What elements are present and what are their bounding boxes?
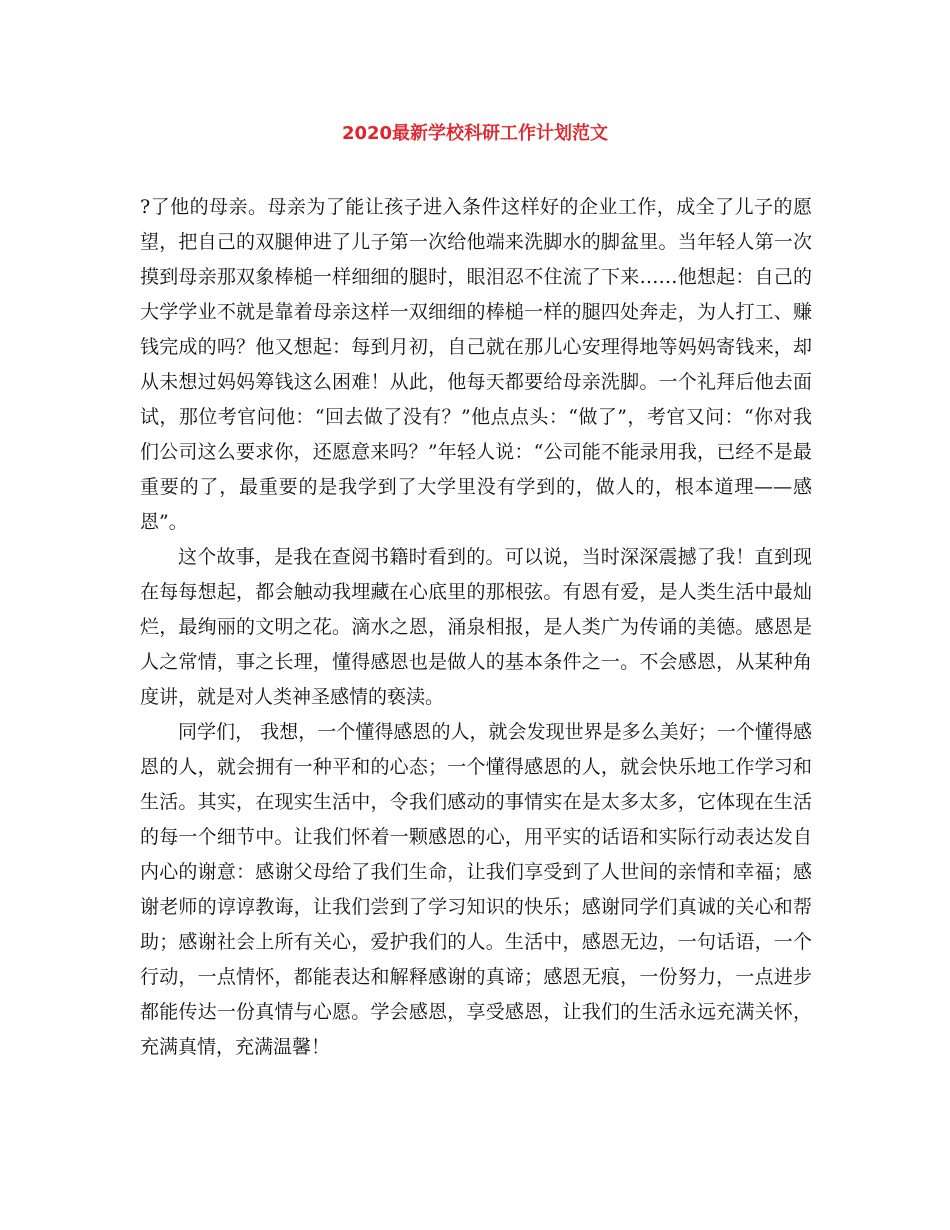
document-body xyxy=(140,190,812,1065)
document-title: 2020最新学校科研工作计划范文 xyxy=(341,123,609,144)
paragraph-gratitude: 同学们， 我想，一个懂得感恩的人，就会发现世界是多么美好；一个懂得感恩的人，就会拥有一种平和的心态；一个懂得感恩的人，就会快乐地工作学习和生活。其实，在现实生活中，令我们感动的事情实在是太多太多，它体现在生活的每一个细节中。让我们怀着一颗感恩的心，用平实的话语和实际行动表达发自内心的谢意：感谢父母给了我们生命，让我们享受到了人世间的亲情和幸福；感谢老师的谆谆教诲，让我们尝到了学习知识的快乐；感谢同学们真诚的关心和帮助；感谢社会上所有关心，爱护我们的人。生活中，感恩无边，一句话语，一个行动，一点情怀，都能表达和解释感谢的真谛；感恩无痕，一份努力，一点进步都能传达一份真情与心愿。学会感恩，享受感恩，让我们的生活永远充满关怀，充满真情，充满温馨！ xyxy=(140,721,812,1058)
paragraph-story: ?了他的母亲。母亲为了能让孩子进入条件这样好的企业工作，成全了儿子的愿望，把自己的双腿伸进了儿子第一次给他端来洗脚水的脚盆里。当年轻人第一次摸到母亲那双象棒槌一样细细的腿时，眼泪忍不住流了下来……他想起：自己的大学学业不就是靠着母亲这样一双细细的棒槌一样的腿四处奔走，为人打工、赚钱完成的吗？他又想起：每到月初，自己就在那儿心安理得地等妈妈寄钱来，却从未想过妈妈筹钱这么困难！从此，他每天都要给母亲洗脚。一个礼拜后他去面试，那位考官问他：“回去做了没有？”他点点头：“做了”，考官又问：“你对我们公司这么要求你，还愿意来吗？”年轻人说：“公司能不能录用我，已经不是最重要的了，最重要的是我学到了大学里没有学到的，做人的，根本道理——感恩”。 xyxy=(140,196,812,533)
paragraph-reflection: 这个故事，是我在查阅书籍时看到的。可以说，当时深深震撼了我！直到现在每每想起，都会触动我埋藏在心底里的那根弦。有恩有爱，是人类生活中最灿烂，最绚丽的文明之花。滴水之恩，涌泉相报，是人类广为传诵的美德。感恩是人之常情，事之长理，懂得感恩也是做人的基本条件之一。不会感恩，从某种角度讲，就是对人类神圣感情的亵渎。 xyxy=(140,546,812,708)
